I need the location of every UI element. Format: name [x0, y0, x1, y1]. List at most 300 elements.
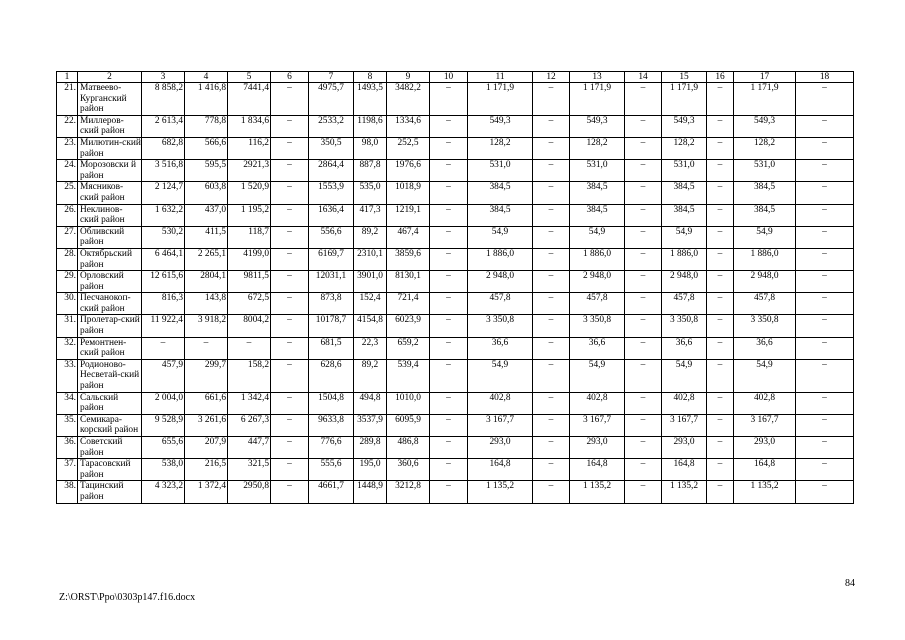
table-cell: – — [271, 160, 309, 182]
table-cell: 6169,7 — [309, 248, 354, 270]
table-cell: 54,9 — [570, 226, 625, 248]
table-cell: – — [430, 459, 468, 481]
row-number: 32. — [57, 337, 78, 359]
table-cell: 1 135,2 — [468, 481, 533, 503]
table-cell: – — [271, 182, 309, 204]
table-cell: 457,8 — [468, 293, 533, 315]
table-cell: – — [271, 271, 309, 293]
table-cell: 3 167,7 — [734, 414, 796, 436]
row-number: 25. — [57, 182, 78, 204]
table-cell: 12 615,6 — [142, 271, 185, 293]
table-cell: 2 613,4 — [142, 115, 185, 137]
table-cell: 1553,9 — [309, 182, 354, 204]
table-row — [57, 248, 854, 270]
table-cell: – — [796, 115, 854, 137]
table-cell: 2804,1 — [185, 271, 228, 293]
table-cell: 2 948,0 — [662, 271, 707, 293]
table-cell: – — [430, 182, 468, 204]
table-row — [57, 414, 854, 436]
table-cell: – — [707, 137, 734, 159]
row-number: 21. — [57, 83, 78, 116]
table-cell: 128,2 — [662, 137, 707, 159]
table-cell: – — [430, 359, 468, 392]
column-header: 8 — [354, 72, 387, 83]
page-number: 84 — [845, 578, 855, 589]
table-cell: – — [707, 459, 734, 481]
table-cell: – — [707, 115, 734, 137]
row-number: 33. — [57, 359, 78, 392]
table-cell: – — [625, 459, 662, 481]
table-row — [57, 359, 854, 392]
column-header: 11 — [468, 72, 533, 83]
table-cell: 628,6 — [309, 359, 354, 392]
table-header-row — [57, 72, 854, 83]
table-cell: 2 948,0 — [570, 271, 625, 293]
table-cell: 164,8 — [570, 459, 625, 481]
table-cell: 1 135,2 — [570, 481, 625, 503]
district-name: Морозовски й район — [78, 160, 142, 182]
table-cell: – — [533, 137, 570, 159]
table-cell: – — [271, 315, 309, 337]
table-cell: 1198,6 — [354, 115, 387, 137]
table-cell: 3 167,7 — [570, 414, 625, 436]
table-cell: – — [796, 337, 854, 359]
table-cell: 457,8 — [662, 293, 707, 315]
table-row — [57, 160, 854, 182]
table-cell: 3859,6 — [387, 248, 430, 270]
table-cell: – — [707, 83, 734, 116]
footer-file-path: Z:\ORST\Ppo\0303p147.f16.docx — [59, 592, 196, 603]
table-cell: 252,5 — [387, 137, 430, 159]
table-cell: 384,5 — [662, 182, 707, 204]
table-cell: – — [533, 481, 570, 503]
table-cell: 11 922,4 — [142, 315, 185, 337]
table-cell: 531,0 — [468, 160, 533, 182]
column-header: 14 — [625, 72, 662, 83]
table-cell: 1219,1 — [387, 204, 430, 226]
row-number: 22. — [57, 115, 78, 137]
table-cell: 1 372,4 — [185, 481, 228, 503]
table-cell: 384,5 — [570, 204, 625, 226]
table-row — [57, 204, 854, 226]
table-cell: – — [625, 359, 662, 392]
table-cell: – — [796, 160, 854, 182]
table-cell: 1 886,0 — [468, 248, 533, 270]
row-number: 37. — [57, 459, 78, 481]
table-cell: – — [430, 481, 468, 503]
table-cell: – — [271, 248, 309, 270]
table-cell: 2950,8 — [228, 481, 271, 503]
table-cell: – — [625, 83, 662, 116]
table-row — [57, 226, 854, 248]
table-cell: 293,0 — [734, 437, 796, 459]
table-cell: 3 516,8 — [142, 160, 185, 182]
table-cell: – — [796, 182, 854, 204]
table-cell: 36,6 — [662, 337, 707, 359]
table-cell: – — [796, 459, 854, 481]
district-name: Матвеево-Курганский район — [78, 83, 142, 116]
table-cell: – — [796, 204, 854, 226]
table-cell: 195,0 — [354, 459, 387, 481]
table-cell: 1 195,2 — [228, 204, 271, 226]
table-cell: 22,3 — [354, 337, 387, 359]
table-cell: 531,0 — [734, 160, 796, 182]
table-cell: – — [430, 271, 468, 293]
table-cell: 555,6 — [309, 459, 354, 481]
district-name: Семикара-корский район — [78, 414, 142, 436]
table-cell: – — [796, 481, 854, 503]
table-cell: 402,8 — [734, 392, 796, 414]
table-cell: 816,3 — [142, 293, 185, 315]
table-cell: 4 323,2 — [142, 481, 185, 503]
district-name: Сальский район — [78, 392, 142, 414]
table-cell: 1 886,0 — [570, 248, 625, 270]
table-cell: – — [707, 337, 734, 359]
row-number: 29. — [57, 271, 78, 293]
table-cell: 682,8 — [142, 137, 185, 159]
row-number: 36. — [57, 437, 78, 459]
row-number: 26. — [57, 204, 78, 226]
table-cell: 457,8 — [734, 293, 796, 315]
table-cell: 447,7 — [228, 437, 271, 459]
column-header: 3 — [142, 72, 185, 83]
table-row — [57, 137, 854, 159]
table-row — [57, 115, 854, 137]
table-cell: – — [271, 437, 309, 459]
column-header: 5 — [228, 72, 271, 83]
column-header: 17 — [734, 72, 796, 83]
row-number: 24. — [57, 160, 78, 182]
table-cell: – — [533, 437, 570, 459]
table-cell: 207,9 — [185, 437, 228, 459]
table-cell: 1 171,9 — [662, 83, 707, 116]
column-header: 2 — [78, 72, 142, 83]
table-cell: 1 171,9 — [570, 83, 625, 116]
table-cell: 10178,7 — [309, 315, 354, 337]
column-header: 1 — [57, 72, 78, 83]
table-cell: – — [796, 437, 854, 459]
table-cell: – — [707, 392, 734, 414]
table-cell: 467,4 — [387, 226, 430, 248]
table-cell: – — [271, 459, 309, 481]
table-cell: 3482,2 — [387, 83, 430, 116]
table-cell: 2310,1 — [354, 248, 387, 270]
row-number: 27. — [57, 226, 78, 248]
table-cell: 603,8 — [185, 182, 228, 204]
table-cell: – — [430, 83, 468, 116]
table-cell: – — [271, 414, 309, 436]
table-row — [57, 315, 854, 337]
table-cell: 672,5 — [228, 293, 271, 315]
table-cell: 1 171,9 — [734, 83, 796, 116]
table-cell: 3 350,8 — [570, 315, 625, 337]
district-name: Советский район — [78, 437, 142, 459]
table-cell: – — [533, 315, 570, 337]
table-cell: – — [625, 337, 662, 359]
table-cell: 8 858,2 — [142, 83, 185, 116]
table-cell: – — [430, 248, 468, 270]
table-cell: 164,8 — [734, 459, 796, 481]
table-cell: 2 948,0 — [468, 271, 533, 293]
table-cell: 1 342,4 — [228, 392, 271, 414]
table-cell: 659,2 — [387, 337, 430, 359]
column-header: 13 — [570, 72, 625, 83]
table-cell: – — [271, 204, 309, 226]
table-cell: 1 632,2 — [142, 204, 185, 226]
table-cell: 3 167,7 — [468, 414, 533, 436]
table-cell: 1334,6 — [387, 115, 430, 137]
table-cell: – — [271, 83, 309, 116]
table-cell: – — [796, 248, 854, 270]
table-cell: 457,8 — [570, 293, 625, 315]
table-cell: 9811,5 — [228, 271, 271, 293]
district-name: Миллеров-ский район — [78, 115, 142, 137]
table-row — [57, 392, 854, 414]
table-cell: – — [625, 437, 662, 459]
column-header: 18 — [796, 72, 854, 83]
table-cell: – — [271, 226, 309, 248]
table-cell: 293,0 — [468, 437, 533, 459]
table-cell: 54,9 — [734, 226, 796, 248]
table-cell: 549,3 — [662, 115, 707, 137]
district-name: Родионово-Несветай-ский район — [78, 359, 142, 392]
row-number: 28. — [57, 248, 78, 270]
district-name: Орловский район — [78, 271, 142, 293]
district-name: Ремонтнен-ский район — [78, 337, 142, 359]
table-cell: 1 171,9 — [468, 83, 533, 116]
table-row — [57, 437, 854, 459]
table-cell: – — [430, 137, 468, 159]
table-cell: 549,3 — [468, 115, 533, 137]
table-cell: 12031,1 — [309, 271, 354, 293]
table-cell: – — [533, 392, 570, 414]
table-cell: 1 886,0 — [662, 248, 707, 270]
table-cell: – — [707, 160, 734, 182]
table-cell: – — [796, 315, 854, 337]
table-cell: 8130,1 — [387, 271, 430, 293]
table-cell: – — [533, 293, 570, 315]
table-cell: – — [430, 204, 468, 226]
table-row — [57, 83, 854, 116]
table-cell: – — [707, 204, 734, 226]
table-cell: 54,9 — [662, 226, 707, 248]
table-cell: 437,0 — [185, 204, 228, 226]
table-cell: 6095,9 — [387, 414, 430, 436]
table-cell: 556,6 — [309, 226, 354, 248]
table-cell: 1976,6 — [387, 160, 430, 182]
table-cell: 54,9 — [734, 359, 796, 392]
district-name: Тарасовский район — [78, 459, 142, 481]
table-cell: – — [625, 293, 662, 315]
table-cell: – — [625, 414, 662, 436]
table-cell: – — [796, 359, 854, 392]
table-cell: 158,2 — [228, 359, 271, 392]
row-number: 23. — [57, 137, 78, 159]
table-cell: – — [707, 481, 734, 503]
district-name: Песчанокоп-ский район — [78, 293, 142, 315]
table-cell: – — [533, 204, 570, 226]
table-cell: 887,8 — [354, 160, 387, 182]
table-cell: 1493,5 — [354, 83, 387, 116]
table-cell: – — [430, 293, 468, 315]
table-cell: 531,0 — [662, 160, 707, 182]
table-cell: 4154,8 — [354, 315, 387, 337]
table-cell: 116,2 — [228, 137, 271, 159]
table-cell: 1 834,6 — [228, 115, 271, 137]
table-cell: – — [796, 271, 854, 293]
table-cell: 2921,3 — [228, 160, 271, 182]
table-cell: 2 124,7 — [142, 182, 185, 204]
district-name: Тацинский район — [78, 481, 142, 503]
table-cell: 3901,0 — [354, 271, 387, 293]
column-header: 4 — [185, 72, 228, 83]
column-header: 12 — [533, 72, 570, 83]
table-cell: 417,3 — [354, 204, 387, 226]
table-cell: – — [533, 226, 570, 248]
row-number: 34. — [57, 392, 78, 414]
table-cell: 2 948,0 — [734, 271, 796, 293]
table-cell: 3 350,8 — [734, 315, 796, 337]
table-cell: – — [707, 271, 734, 293]
table-cell: – — [796, 226, 854, 248]
table-cell: 681,5 — [309, 337, 354, 359]
column-header: 16 — [707, 72, 734, 83]
table-cell: 293,0 — [662, 437, 707, 459]
row-number: 38. — [57, 481, 78, 503]
table-row — [57, 337, 854, 359]
table-cell: – — [625, 137, 662, 159]
table-cell: – — [625, 115, 662, 137]
table-cell: 36,6 — [734, 337, 796, 359]
table-cell: 216,5 — [185, 459, 228, 481]
table-cell: – — [430, 392, 468, 414]
table-cell: 299,7 — [185, 359, 228, 392]
table-cell: – — [271, 359, 309, 392]
table-cell: – — [707, 359, 734, 392]
table-cell: – — [625, 160, 662, 182]
table-cell: – — [430, 315, 468, 337]
table-cell: 384,5 — [662, 204, 707, 226]
table-cell: 595,5 — [185, 160, 228, 182]
table-cell: 530,2 — [142, 226, 185, 248]
table-cell: 661,6 — [185, 392, 228, 414]
table-cell: – — [271, 337, 309, 359]
table-cell: 54,9 — [468, 226, 533, 248]
district-name: Пролетар-ский район — [78, 315, 142, 337]
table-cell: – — [625, 182, 662, 204]
table-cell: – — [533, 115, 570, 137]
table-cell: 4199,0 — [228, 248, 271, 270]
column-header: 9 — [387, 72, 430, 83]
table-cell: 531,0 — [570, 160, 625, 182]
table-cell: – — [430, 337, 468, 359]
table-cell: 384,5 — [468, 204, 533, 226]
table-cell: 164,8 — [468, 459, 533, 481]
table-cell: – — [625, 271, 662, 293]
table-cell: – — [625, 248, 662, 270]
table-cell: 128,2 — [734, 137, 796, 159]
table-cell: 1 135,2 — [734, 481, 796, 503]
table-cell: 289,8 — [354, 437, 387, 459]
table-cell: – — [430, 414, 468, 436]
table-cell: 152,4 — [354, 293, 387, 315]
table-cell: – — [533, 337, 570, 359]
table-cell: 321,5 — [228, 459, 271, 481]
table-cell: – — [430, 115, 468, 137]
table-cell: – — [533, 182, 570, 204]
table-cell: – — [625, 204, 662, 226]
table-cell: 128,2 — [570, 137, 625, 159]
table-cell: – — [533, 359, 570, 392]
table-cell: – — [533, 83, 570, 116]
table-cell: – — [625, 315, 662, 337]
district-name: Октябрьский район — [78, 248, 142, 270]
table-cell: 778,8 — [185, 115, 228, 137]
table-cell: 54,9 — [570, 359, 625, 392]
table-cell: 8004,2 — [228, 315, 271, 337]
table-cell: 1010,0 — [387, 392, 430, 414]
table-cell: 293,0 — [570, 437, 625, 459]
column-header: 7 — [309, 72, 354, 83]
table-cell: 54,9 — [662, 359, 707, 392]
table-cell: 128,2 — [468, 137, 533, 159]
district-name: Неклинов-ский район — [78, 204, 142, 226]
table-cell: 164,8 — [662, 459, 707, 481]
district-name: Обливский район — [78, 226, 142, 248]
table-cell: 402,8 — [662, 392, 707, 414]
column-header: 10 — [430, 72, 468, 83]
table-cell: – — [707, 248, 734, 270]
table-cell: 566,6 — [185, 137, 228, 159]
table-cell: 549,3 — [570, 115, 625, 137]
table-cell: 7441,4 — [228, 83, 271, 116]
table-row — [57, 182, 854, 204]
table-cell: 1 135,2 — [662, 481, 707, 503]
table-cell: 776,6 — [309, 437, 354, 459]
table-cell: – — [533, 459, 570, 481]
table-cell: 9 528,9 — [142, 414, 185, 436]
table-cell: 4661,7 — [309, 481, 354, 503]
table-cell: 494,8 — [354, 392, 387, 414]
table-cell: – — [228, 337, 271, 359]
district-name: Мясников-ский район — [78, 182, 142, 204]
table-cell: 6023,9 — [387, 315, 430, 337]
table-cell: 3 350,8 — [468, 315, 533, 337]
table-cell: 2 265,1 — [185, 248, 228, 270]
table-cell: – — [271, 137, 309, 159]
table-cell: 457,9 — [142, 359, 185, 392]
table-cell: 486,8 — [387, 437, 430, 459]
table-cell: – — [142, 337, 185, 359]
table-cell: 549,3 — [734, 115, 796, 137]
column-header: 6 — [271, 72, 309, 83]
table-cell: – — [271, 481, 309, 503]
table-cell: – — [707, 226, 734, 248]
table-cell: – — [707, 437, 734, 459]
table-cell: 384,5 — [734, 182, 796, 204]
table-cell: 538,0 — [142, 459, 185, 481]
table-cell: – — [796, 414, 854, 436]
table-cell: – — [707, 293, 734, 315]
table-cell: – — [533, 160, 570, 182]
table-cell: – — [430, 226, 468, 248]
table-cell: 402,8 — [468, 392, 533, 414]
table-cell: 118,7 — [228, 226, 271, 248]
table-cell: 655,6 — [142, 437, 185, 459]
table-cell: 2864,4 — [309, 160, 354, 182]
table-cell: 402,8 — [570, 392, 625, 414]
table-cell: 539,4 — [387, 359, 430, 392]
